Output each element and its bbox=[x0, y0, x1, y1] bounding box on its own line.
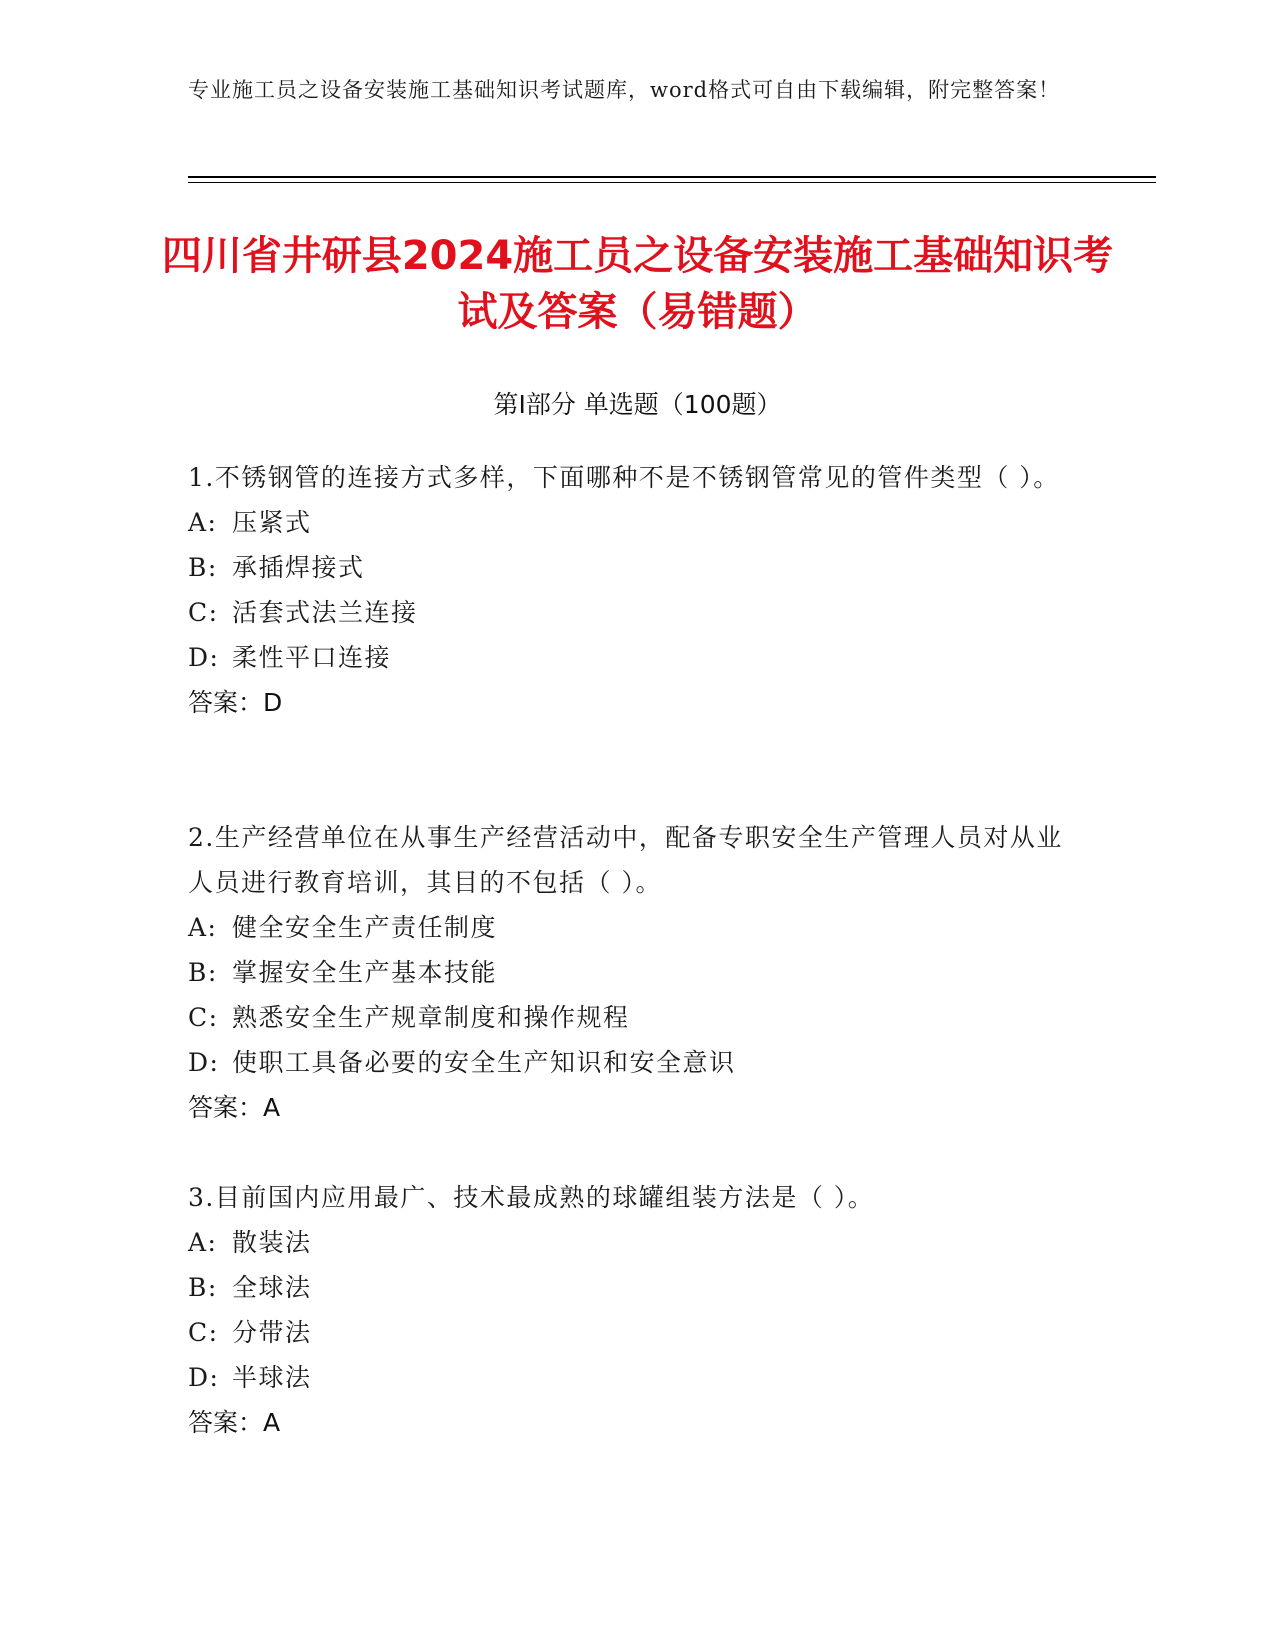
question-stem: 3.目前国内应用最广、技术最成熟的球罐组装方法是（ ）。 bbox=[188, 1183, 875, 1212]
option-key: C: bbox=[188, 1318, 219, 1347]
option-c bbox=[188, 995, 1068, 1040]
option-key: C: bbox=[188, 598, 219, 627]
option-key: B: bbox=[188, 958, 218, 987]
option-key: A: bbox=[188, 913, 218, 942]
option-key: B: bbox=[188, 1273, 218, 1302]
option-key: A: bbox=[188, 1228, 218, 1257]
option-text: 散装法 bbox=[232, 1228, 312, 1257]
answer: 答案：D bbox=[188, 688, 283, 717]
header-divider-thin bbox=[188, 182, 1156, 183]
option-c bbox=[188, 590, 1068, 635]
option-text: 压紧式 bbox=[232, 508, 312, 537]
option-b bbox=[188, 1265, 1068, 1310]
option-a bbox=[188, 905, 1068, 950]
option-text: 全球法 bbox=[232, 1273, 312, 1302]
option-key: D: bbox=[188, 1363, 220, 1392]
option-text: 承插焊接式 bbox=[232, 553, 365, 582]
option-text: 掌握安全生产基本技能 bbox=[232, 958, 498, 987]
option-text: 活套式法兰连接 bbox=[232, 598, 418, 627]
option-d bbox=[188, 1355, 1068, 1400]
question-2 bbox=[188, 815, 1068, 1130]
question-3 bbox=[188, 1175, 1068, 1445]
answer: 答案：A bbox=[188, 1408, 281, 1437]
option-text: 柔性平口连接 bbox=[232, 643, 392, 672]
option-b bbox=[188, 950, 1068, 995]
option-text: 半球法 bbox=[232, 1363, 312, 1392]
option-key: D: bbox=[188, 643, 220, 672]
option-key: B: bbox=[188, 553, 218, 582]
option-key: A: bbox=[188, 508, 218, 537]
option-key: D: bbox=[188, 1048, 220, 1077]
answer: 答案：A bbox=[188, 1093, 281, 1122]
option-text: 熟悉安全生产规章制度和操作规程 bbox=[232, 1003, 630, 1032]
option-key: C: bbox=[188, 1003, 219, 1032]
option-text: 健全安全生产责任制度 bbox=[232, 913, 498, 942]
option-a bbox=[188, 1220, 1068, 1265]
option-a bbox=[188, 500, 1068, 545]
question-1 bbox=[188, 455, 1068, 725]
question-stem: 1.不锈钢管的连接方式多样，下面哪种不是不锈钢管常见的管件类型（ ）。 bbox=[188, 463, 1060, 492]
header-note: 专业施工员之设备安装施工基础知识考试题库，word格式可自由下载编辑，附完整答案！ bbox=[188, 78, 1061, 102]
question-stem: 2.生产经营单位在从事生产经营活动中，配备专职安全生产管理人员对从业人员进行教育培训，其目的不包括（ ）。 bbox=[188, 823, 1063, 897]
header-divider-thick bbox=[188, 176, 1156, 178]
option-d bbox=[188, 1040, 1068, 1085]
section-title: 第Ⅰ部分 单选题（100题） bbox=[493, 390, 782, 419]
document-title: 四川省井研县2024施工员之设备安装施工基础知识考试及答案（易错题） bbox=[161, 233, 1114, 335]
option-c bbox=[188, 1310, 1068, 1355]
option-d bbox=[188, 635, 1068, 680]
option-b bbox=[188, 545, 1068, 590]
option-text: 使职工具备必要的安全生产知识和安全意识 bbox=[232, 1048, 736, 1077]
option-text: 分带法 bbox=[232, 1318, 312, 1347]
